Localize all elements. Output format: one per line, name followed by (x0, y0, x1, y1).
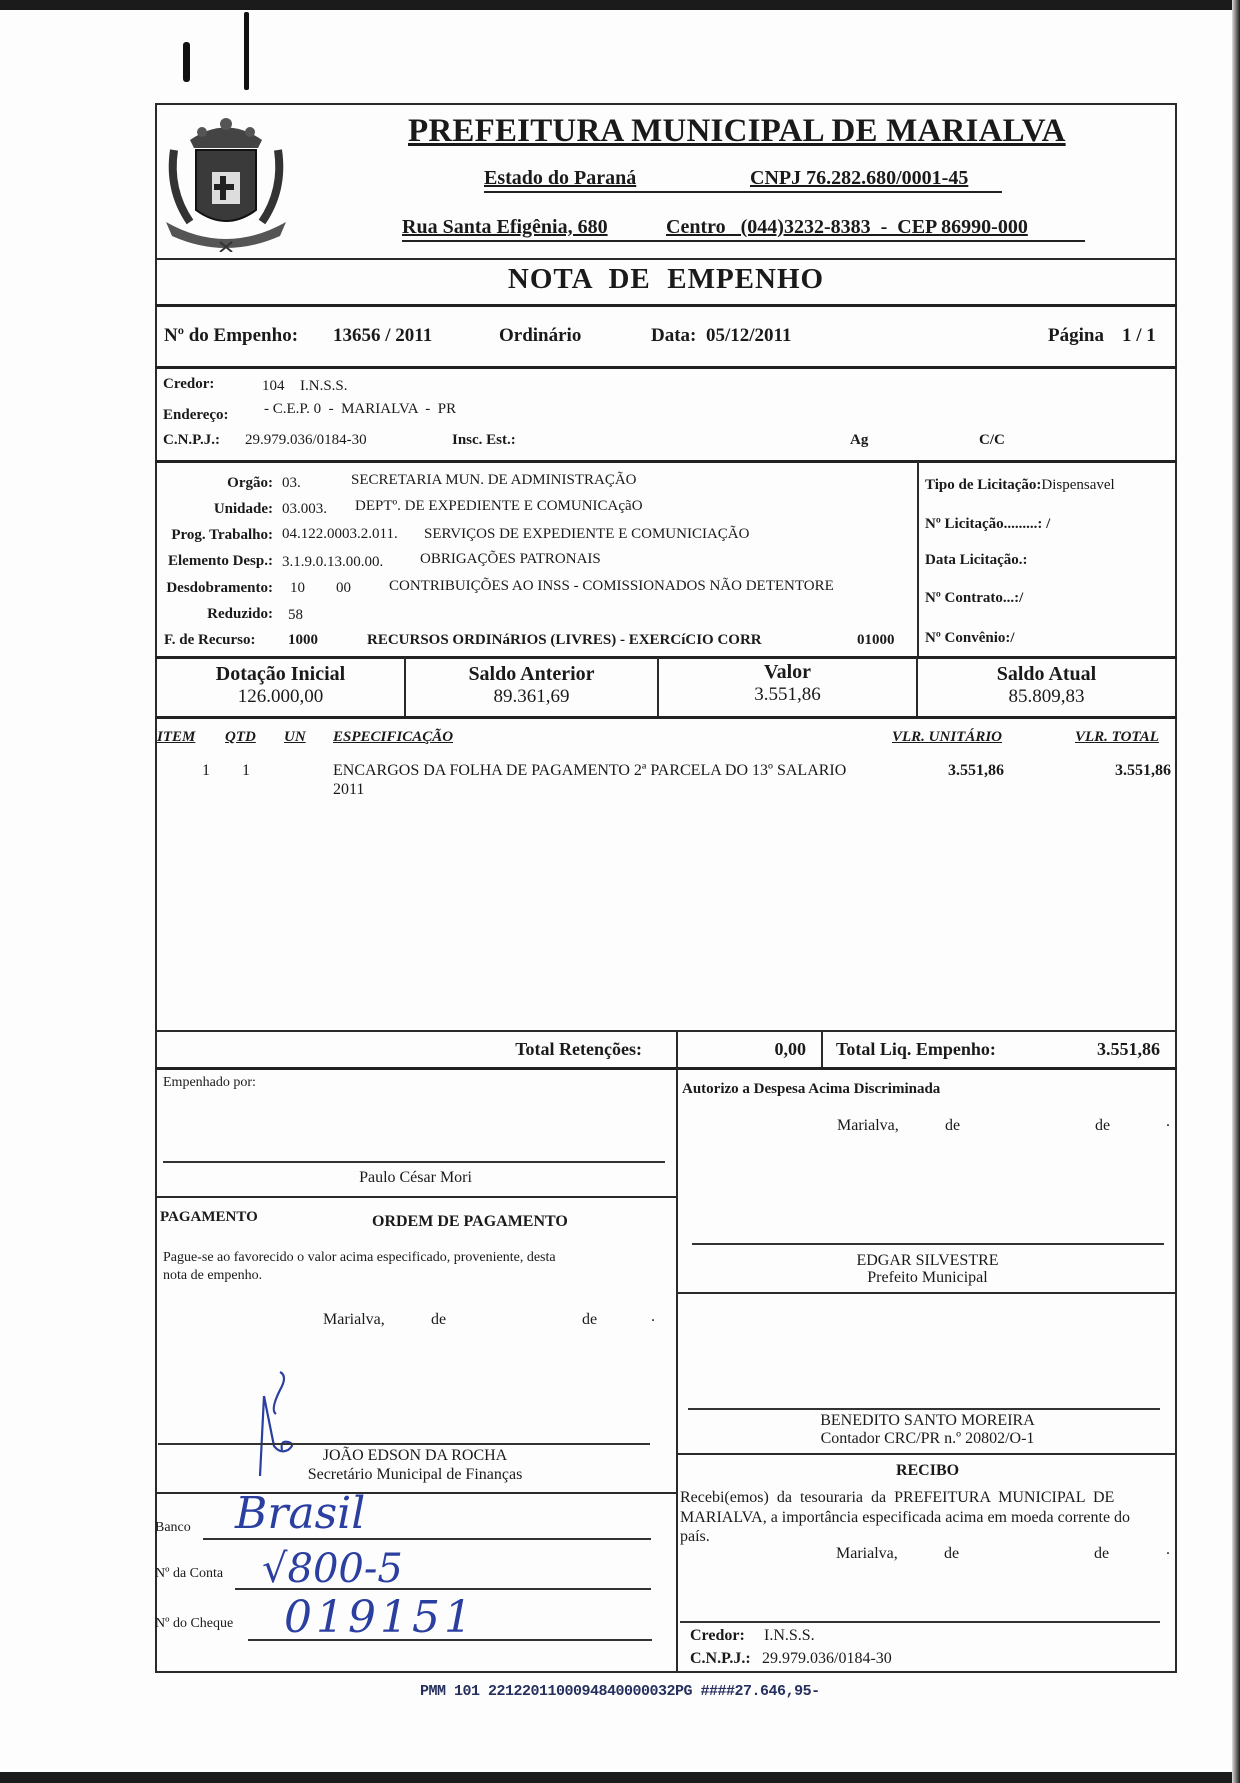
page-label: Página (1048, 325, 1104, 346)
address-underline (402, 240, 1085, 242)
autorizo-dot: . (1166, 1113, 1170, 1130)
conta-handwritten-value: √800-5 (262, 1546, 403, 1592)
recurso-name: RECURSOS ORDINáRIOS (LIVRES) - EXERCíCIO CORR (367, 632, 762, 648)
prog-trabalho-label: Prog. Trabalho: (171, 527, 273, 543)
recibo-title: RECIBO (895, 1462, 960, 1479)
column-header-especificacao: ESPECIFICAÇÃO (333, 729, 454, 745)
table-row (155, 760, 1177, 810)
district-phone-cep: Centro (044)3232-8383 - CEP 86990-000 (666, 216, 1028, 238)
divider (155, 1492, 676, 1494)
endereco-value: - C.E.P. 0 - MARIALVA - PR (264, 401, 457, 417)
banco-handwritten-value: Brasil (235, 1488, 366, 1539)
pagamento-dot: . (651, 1308, 655, 1325)
signature-line (688, 1408, 1160, 1410)
recibo-cnpj-value: 29.979.036/0184-30 (762, 1650, 892, 1667)
divider (677, 1453, 1177, 1455)
item-spec-line1: ENCARGOS DA FOLHA DE PAGAMENTO 2ª PARCELA DO 13º SALARIO (333, 762, 847, 779)
cnpj-label: C.N.P.J.: (163, 432, 220, 448)
secretario-role: Secretário Municipal de Finanças (307, 1466, 523, 1483)
contrato-number: Nº Contrato...:/ (925, 590, 1024, 606)
total-retencoes-value: 0,00 (774, 1039, 806, 1059)
cc-label: C/C (979, 432, 1005, 448)
pagamento-de1: de (431, 1311, 447, 1328)
empenhado-por-label: Empenhado por: (163, 1075, 256, 1090)
signature-line (680, 1621, 1160, 1623)
column-header-un: UN (284, 729, 306, 745)
divider (155, 258, 1177, 260)
pagamento-text-line2: nota de empenho. (163, 1268, 263, 1283)
credor-name: I.N.S.S. (300, 378, 348, 394)
total-retencoes-label: Total Retenções: (515, 1039, 642, 1059)
bank-authentication-stamp: PMM 101 2212201100094840000032PG ####27.646,95- (420, 1683, 820, 1700)
recibo-text-line3: país. (680, 1528, 710, 1545)
saldo-label: Valor (763, 661, 812, 683)
unidade-code: 03.003. (282, 501, 327, 517)
autorizo-city: Marialva, (837, 1117, 899, 1134)
saldo-value: 85.809,83 (1008, 686, 1085, 707)
divider (155, 1196, 676, 1198)
saldo-value: 3.551,86 (754, 684, 821, 705)
municipality-cnpj: CNPJ 76.282.680/0001-45 (750, 167, 969, 189)
empenho-number-label: Nº do Empenho: (164, 325, 299, 346)
recibo-credor-label: Credor: (690, 1627, 745, 1644)
desdobramento-b: 00 (336, 580, 351, 596)
street-address: Rua Santa Efigênia, 680 (402, 216, 608, 238)
pagamento-city: Marialva, (323, 1311, 385, 1328)
elemento-code: 3.1.9.0.13.00.00. (282, 554, 384, 570)
reduzido-value: 58 (288, 607, 303, 623)
recibo-cnpj-label: C.N.P.J.: (690, 1650, 751, 1667)
saldo-valor (659, 661, 916, 706)
total-liquido-value: 3.551,86 (1097, 1039, 1160, 1059)
divider (155, 716, 1177, 719)
saldo-label: Saldo Anterior (468, 663, 595, 685)
recibo-text-line2: MARIALVA, a importância especificada acima em moeda corrente do (680, 1509, 1131, 1526)
item-unit-value: 3.551,86 (948, 762, 1004, 779)
recibo-dot: . (1166, 1541, 1170, 1558)
endereco-label: Endereço: (163, 407, 229, 423)
saldo-dotacao-inicial (157, 663, 404, 708)
empenho-number: 13656 / 2011 (333, 325, 433, 346)
signature-line (692, 1243, 1164, 1245)
desdobramento-a: 10 (290, 580, 305, 596)
banco-label: Banco (155, 1520, 191, 1535)
elemento-label: Elemento Desp.: (168, 553, 273, 569)
prog-trabalho-name: SERVIÇOS DE EXPEDIENTE E COMUNICIAÇÃO (424, 526, 750, 542)
autorizo-label: Autorizo a Despesa Acima Discriminada (682, 1081, 941, 1097)
recibo-de1: de (944, 1545, 960, 1562)
state-name: Estado do Paraná (484, 167, 637, 189)
licitacao-date: Data Licitação.: (925, 552, 1028, 568)
conta-label: Nº da Conta (155, 1566, 224, 1581)
divider (155, 1067, 1177, 1070)
desdobramento-name: CONTRIBUIÇÕES AO INSS - COMISSIONADOS NÃO DETENTORE (389, 578, 834, 594)
divider (677, 1292, 1177, 1294)
item-qtd: 1 (242, 762, 250, 779)
item-number: 1 (202, 762, 210, 779)
divider (155, 656, 1177, 659)
empenho-type: Ordinário (499, 325, 582, 346)
recibo-city: Marialva, (836, 1545, 898, 1562)
saldo-atual (918, 663, 1175, 708)
orgao-code: 03. (282, 475, 301, 491)
credor-label: Credor: (163, 376, 215, 392)
divider (676, 1031, 678, 1067)
empenho-date: 05/12/2011 (706, 325, 792, 346)
column-header-vlr-unitario: VLR. UNITÁRIO (892, 729, 1003, 745)
orgao-label: Orgão: (227, 475, 273, 491)
cnpj-underline (484, 191, 1002, 193)
empenhado-por-name: Paulo César Mori (359, 1169, 472, 1186)
autorizo-de1: de (945, 1117, 961, 1134)
recibo-de2: de (1094, 1545, 1110, 1562)
recurso-code: 1000 (288, 632, 318, 648)
punch-mark (183, 42, 190, 82)
divider (155, 1030, 1177, 1032)
divider (917, 461, 919, 657)
convenio-number: Nº Convênio:/ (925, 630, 1015, 646)
recibo-credor-value: I.N.S.S. (764, 1627, 815, 1644)
recurso-sub: 01000 (857, 632, 895, 648)
column-header-vlr-total: VLR. TOTAL (1075, 729, 1159, 745)
elemento-name: OBRIGAÇÕES PATRONAIS (420, 551, 601, 567)
licitacao-tipo-label-text: Tipo de Licitação: (925, 477, 1042, 493)
licitacao-number: Nº Licitação.........: / (925, 516, 1051, 532)
recibo-text-line1: Recebi(emos) da tesouraria da PREFEITURA MUNICIPAL DE (680, 1489, 1115, 1506)
saldo-label: Dotação Inicial (215, 663, 346, 685)
insc-est-label: Insc. Est.: (452, 432, 516, 448)
item-spec-line2: 2011 (333, 781, 365, 798)
desdobramento-label: Desdobramento: (166, 580, 273, 596)
prog-trabalho-code: 04.122.0003.2.011. (282, 526, 398, 542)
recurso-label: F. de Recurso: (164, 632, 256, 648)
autorizo-de2: de (1095, 1117, 1111, 1134)
scan-border-top (0, 0, 1240, 10)
credor-code: 104 (262, 378, 285, 394)
cheque-handwritten-value: 019151 (284, 1592, 476, 1643)
signature-line (158, 1443, 650, 1445)
reduzido-label: Reduzido: (207, 606, 273, 622)
municipal-coat-of-arms-icon (160, 110, 292, 252)
secretario-name: JOÃO EDSON DA ROCHA (322, 1447, 508, 1464)
contador-role: Contador CRC/PR n.º 20802/O-1 (820, 1430, 1035, 1447)
prefeito-name: EDGAR SILVESTRE (856, 1252, 999, 1269)
orgao-name: SECRETARIA MUN. DE ADMINISTRAÇÃO (351, 472, 637, 488)
pagamento-text-line1: Pague-se ao favorecido o valor acima especificado, proveniente, desta (163, 1250, 556, 1265)
scan-border-right (1232, 0, 1240, 1783)
divider (676, 1068, 678, 1672)
ag-label: Ag (850, 432, 869, 448)
divider (155, 366, 1177, 369)
cnpj-value: 29.979.036/0184-30 (245, 432, 367, 448)
ordem-pagamento-title: ORDEM DE PAGAMENTO (372, 1213, 568, 1230)
total-liquido-label: Total Liq. Empenho: (836, 1039, 996, 1059)
cheque-label: Nº do Cheque (155, 1616, 234, 1631)
empenho-date-label: Data: (651, 325, 697, 346)
divider (821, 1031, 823, 1067)
pagamento-label: PAGAMENTO (160, 1209, 258, 1225)
document-title: NOTA DE EMPENHO (507, 263, 825, 295)
pagamento-de2: de (582, 1311, 598, 1328)
signature-line (163, 1161, 665, 1163)
unidade-label: Unidade: (213, 501, 273, 517)
saldo-anterior (406, 663, 657, 708)
item-total-value: 3.551,86 (1115, 762, 1171, 779)
column-header-item: ITEM (157, 729, 196, 745)
licitacao-tipo-value: Dispensavel (1041, 477, 1115, 493)
divider (155, 460, 1177, 463)
contador-name: BENEDITO SANTO MOREIRA (820, 1412, 1035, 1429)
saldo-value: 89.361,69 (493, 686, 570, 707)
municipality-title: PREFEITURA MUNICIPAL DE MARIALVA (408, 113, 1066, 149)
saldo-value: 126.000,00 (237, 686, 324, 707)
prefeito-role: Prefeito Municipal (867, 1269, 988, 1286)
saldo-label: Saldo Atual (996, 663, 1097, 685)
punch-mark (244, 12, 249, 90)
column-header-qtd: QTD (225, 729, 256, 745)
divider (155, 304, 1177, 307)
scan-border-bottom (0, 1772, 1240, 1783)
licitacao-tipo-label (925, 477, 1115, 494)
unidade-name: DEPTº. DE EXPEDIENTE E COMUNICAçãO (355, 498, 643, 514)
page-number: 1 / 1 (1122, 325, 1156, 346)
